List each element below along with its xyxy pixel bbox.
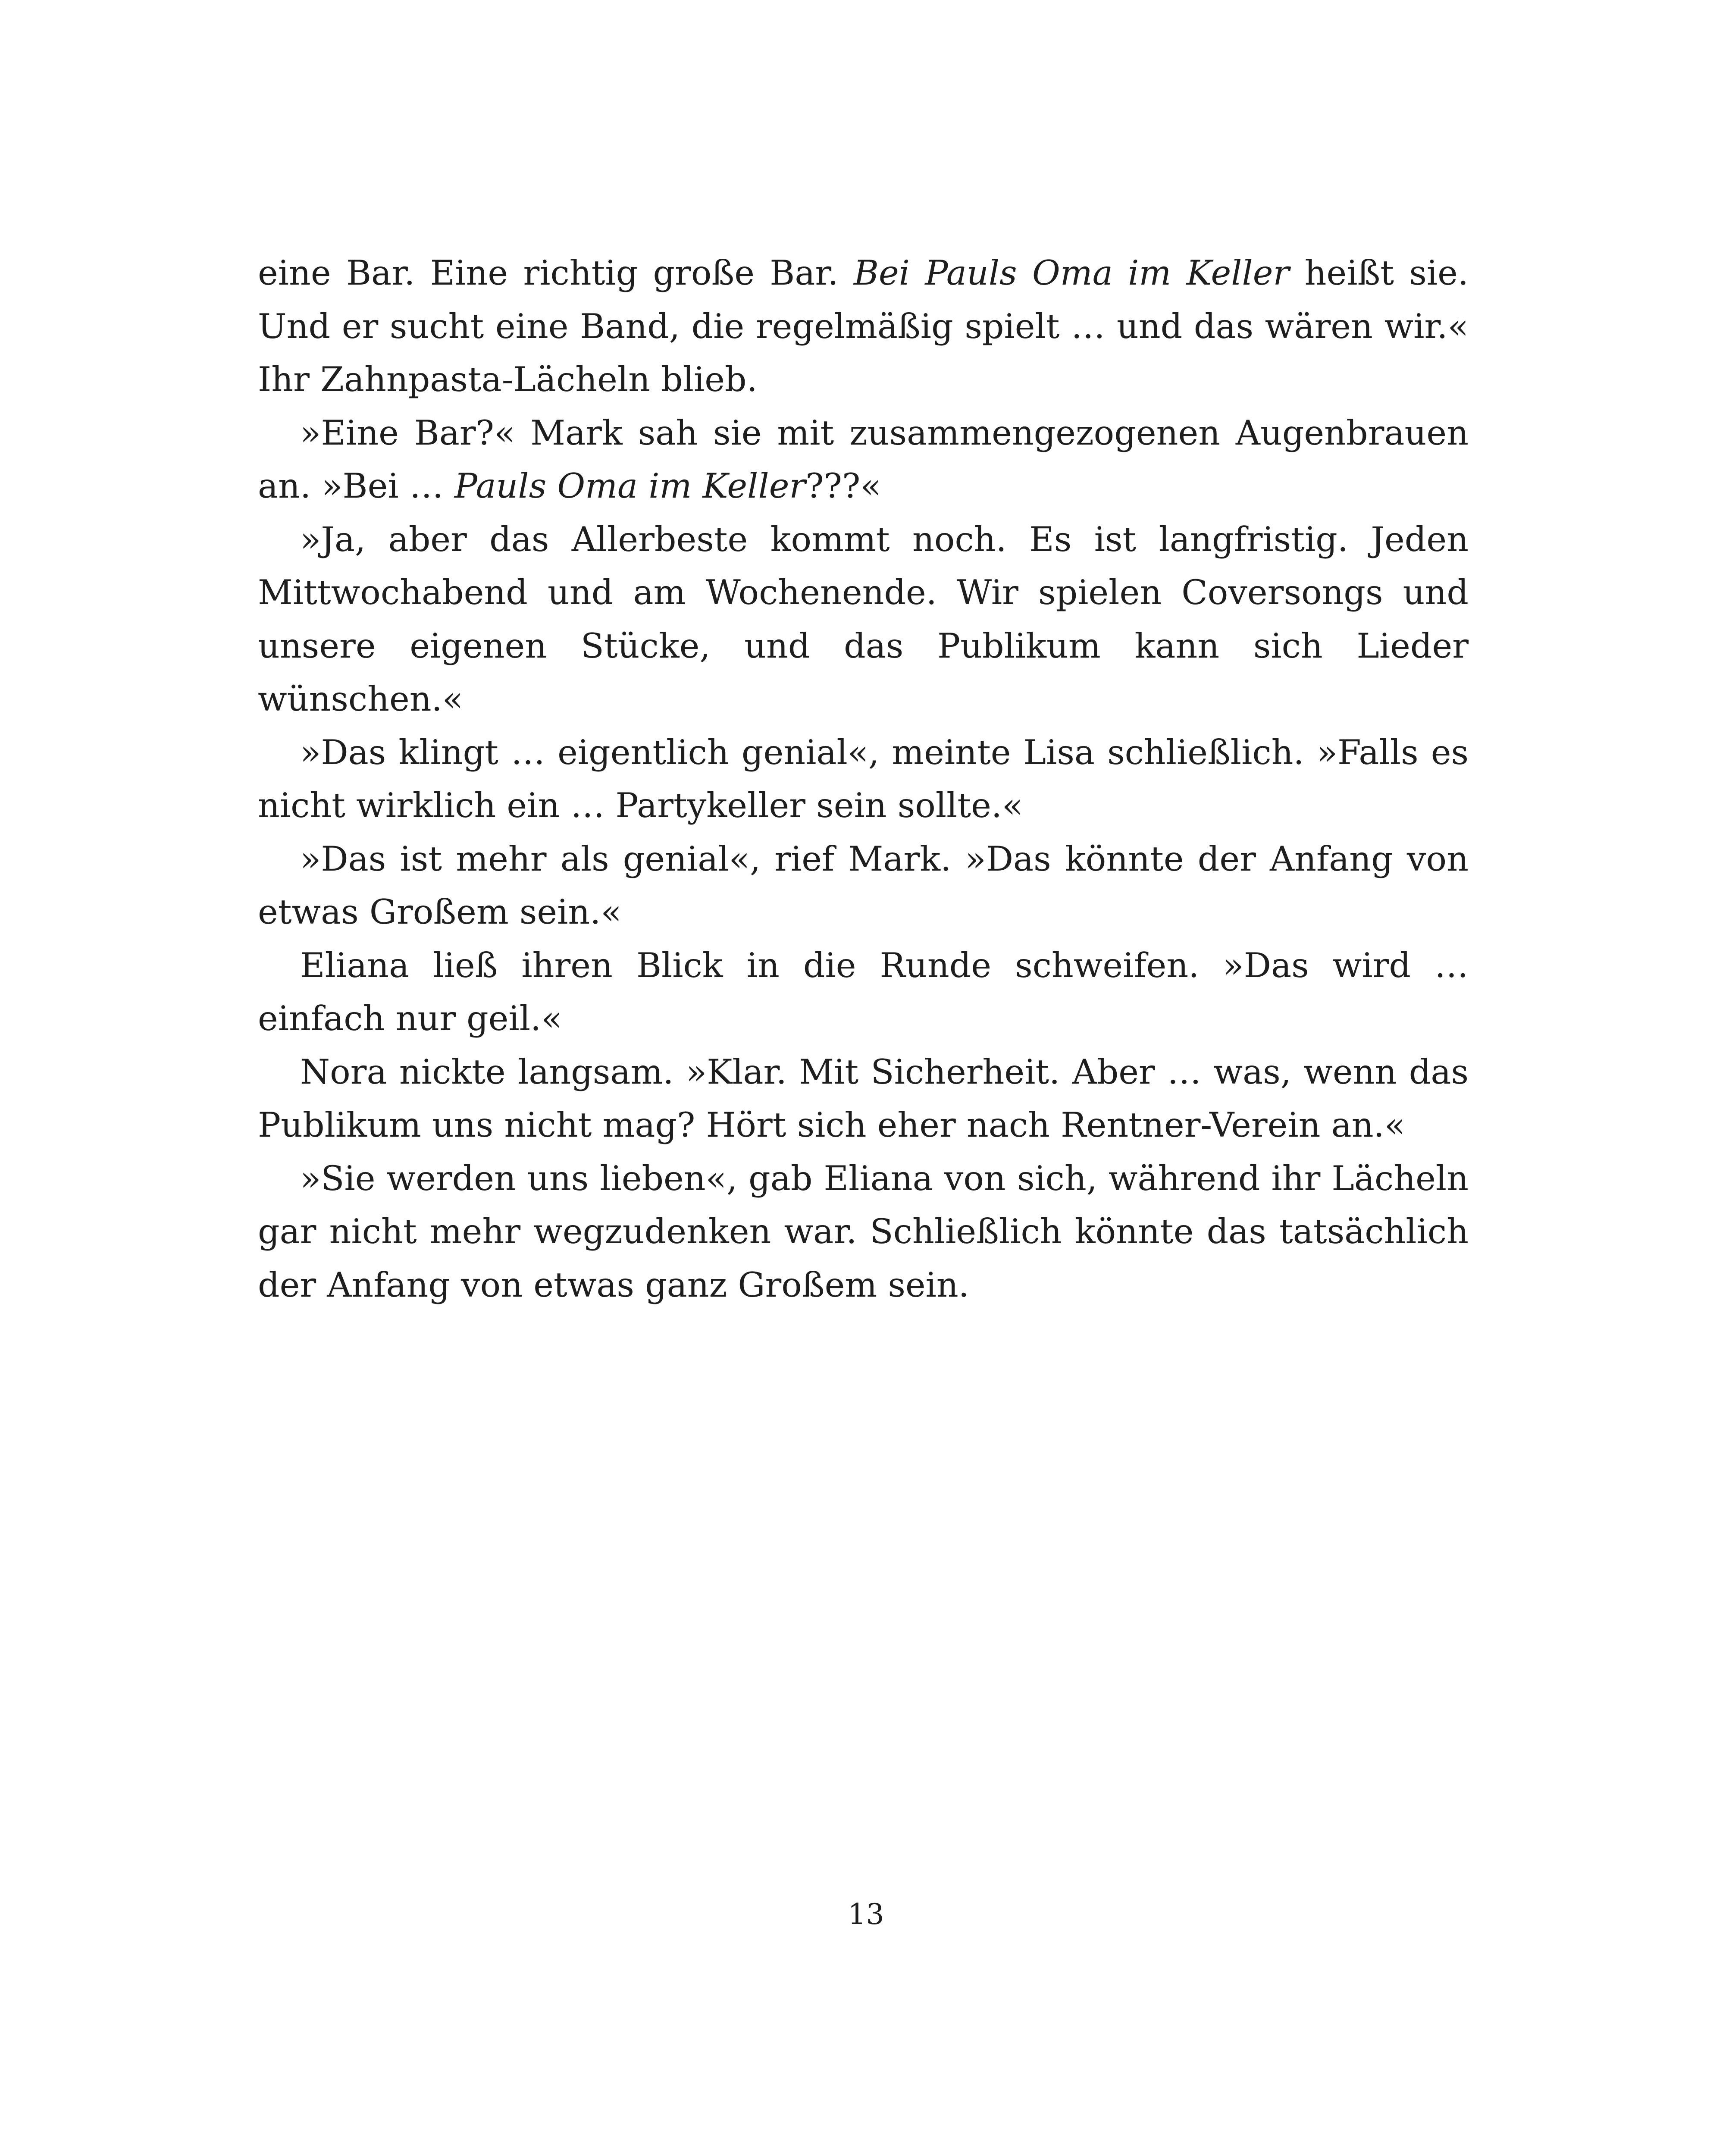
- text-run: »Sie werden uns lieben«, gab Eliana von sich, während ihr Lächeln gar nicht mehr wegzudenken war. Schließlich könnte das tatsächlich der Anfang von etwas ganz Großem sein.: [258, 1158, 1469, 1305]
- text-run: »Das ist mehr als genial«, rief Mark. »Das könnte der Anfang von etwas Großem sein.«: [258, 839, 1469, 932]
- text-run: Eliana ließ ihren Blick in die Runde schweifen. »Das wird … einfach nur geil.«: [258, 945, 1469, 1038]
- italic-title-run: Pauls Oma im Keller: [454, 466, 806, 506]
- italic-title-run: Bei Pauls Oma im Keller: [853, 253, 1290, 293]
- text-run: eine Bar. Eine richtig große Bar.: [258, 253, 854, 293]
- text-run: heißt sie. Und er sucht eine Band, die regelmäßig spielt … und das wären wir.« Ihr Zahnpasta-Lächeln blieb.: [258, 253, 1469, 399]
- page-number: 13: [848, 1898, 884, 1931]
- paragraph-5: [258, 833, 1469, 939]
- body-text: [258, 247, 1469, 1312]
- paragraph-1: [258, 247, 1469, 407]
- paragraph-4: [258, 726, 1469, 833]
- text-run: Nora nickte langsam. »Klar. Mit Sicherheit. Aber … was, wenn das Publikum uns nicht mag? Hört sich eher nach Rentner-Verein an.«: [258, 1052, 1469, 1145]
- text-run: »Eine Bar?« Mark sah sie mit zusammengezogenen Augenbrauen an. »Bei …: [258, 413, 1469, 506]
- paragraph-6: [258, 939, 1469, 1046]
- paragraph-3: [258, 513, 1469, 726]
- paragraph-8: [258, 1152, 1469, 1312]
- paragraph-2: [258, 407, 1469, 513]
- text-run: »Ja, aber das Allerbeste kommt noch. Es ist langfristig. Jeden Mittwochabend und am Wochenende. Wir spielen Coversongs und unsere eigenen Stücke, und das Publikum kann sich Lieder wünschen.«: [258, 519, 1469, 719]
- paragraph-7: [258, 1046, 1469, 1152]
- text-run: »Das klingt … eigentlich genial«, meinte Lisa schließlich. »Falls es nicht wirklich ein … Partykeller sein sollte.«: [258, 732, 1469, 825]
- text-run: ???«: [805, 466, 881, 506]
